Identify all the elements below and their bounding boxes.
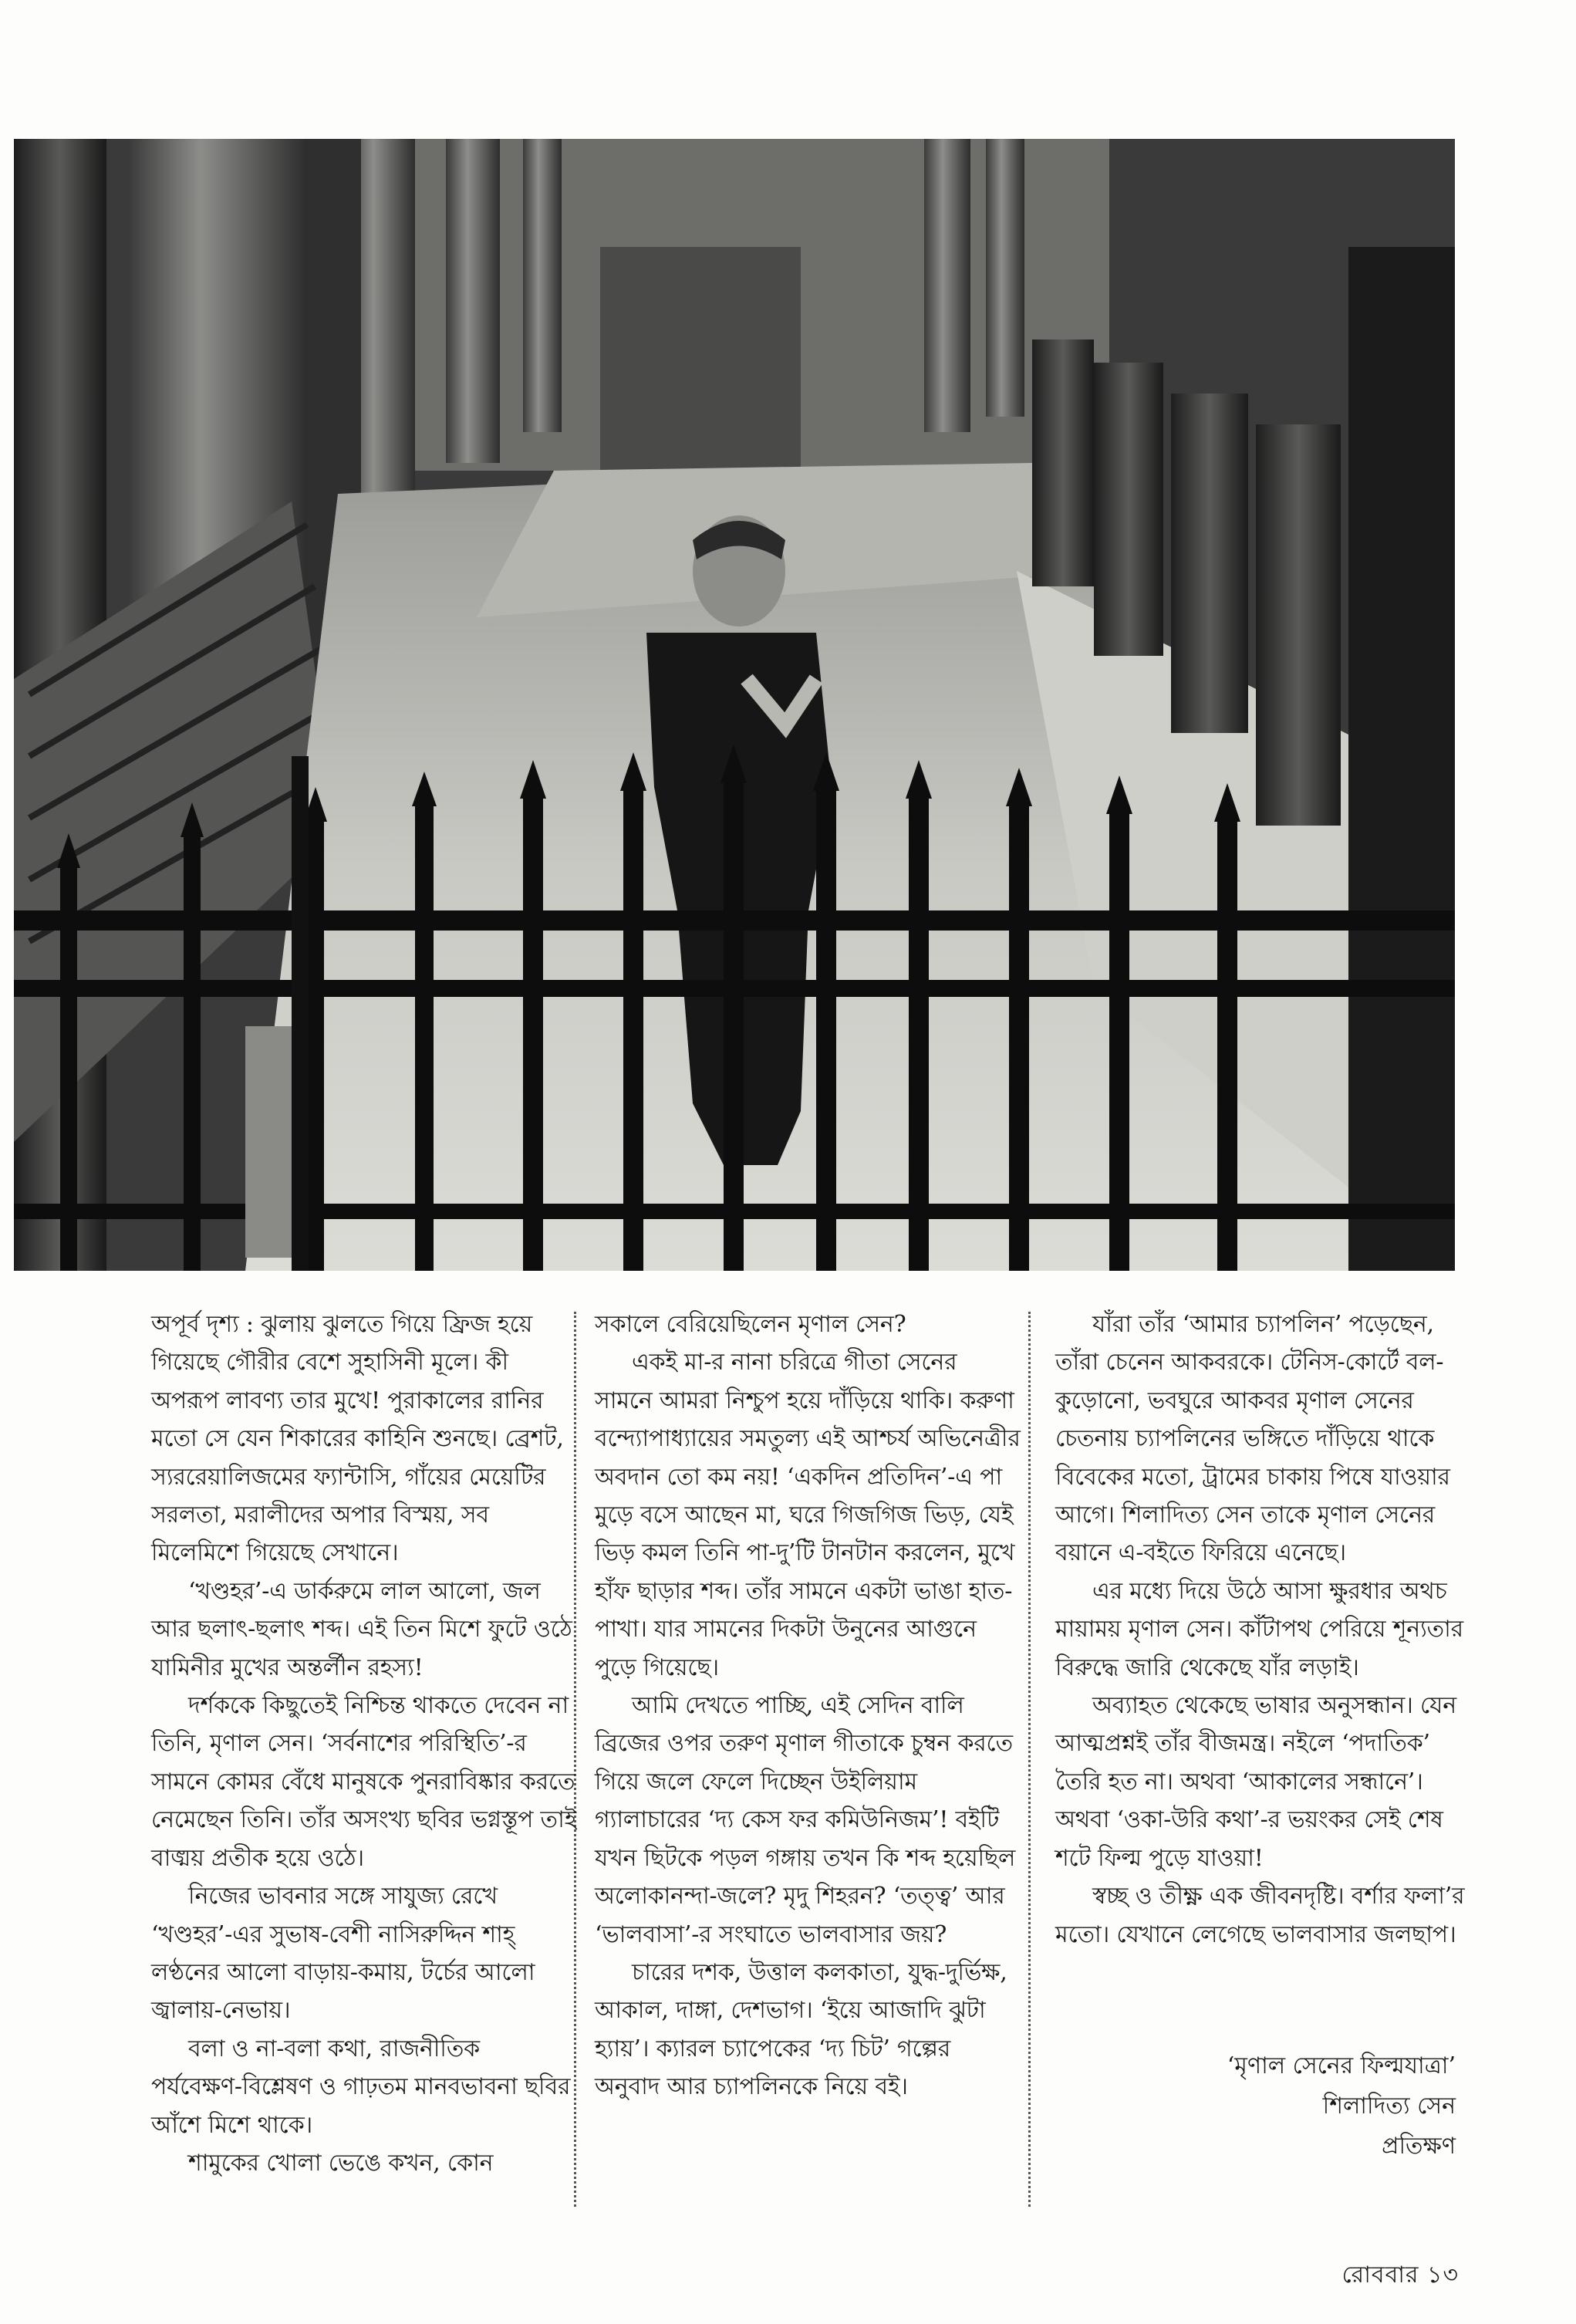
paragraph: অপূর্ব দৃশ্য : ঝুলায় ঝুলতে গিয়ে ফ্রিজ হয়ে গিয়েছে গৌরীর বেশে সুহাসিনী মূলে। কী অপরূপ লাবণ্য তার মুখে! পুরাকালের রানির মতো সে যেন শিকারের কাহিনি শুনছে। ব্রেশট, স্যররেয়ালিজমের ফ্যান্টাসি, গাঁয়ের মেয়েটির সরলতা, মরালীদের অপার বিস্ময়, সব মিলেমিশে গিয়েছে সেখানে। [151, 1311, 564, 1567]
photograph-man-behind-iron-gate-icon [14, 139, 1455, 1271]
book-credit [1227, 2046, 1456, 2167]
article-column-2 [595, 1306, 1021, 2106]
paragraph: চারের দশক, উত্তাল কলকাতা, যুদ্ধ-দুর্ভিক্ষ, আকাল, দাঙ্গা, দেশভাগ। ‘ইয়ে আজাদি ঝুটা হ্যায়’। ক্যারল চ্যাপেকের ‘দ্য চিট’ গল্পের অনুবাদ আর চ্যাপলিনকে নিয়ে বই। [595, 1958, 1007, 2101]
paragraph: শামুকের খোলা ভেঙে কখন, কোন [188, 2149, 494, 2177]
paragraph: ‘খণ্ডহর’-এ ডার্করুমে লাল আলো, জল আর ছলাৎ-ছলাৎ শব্দ। এই তিন মিশে ফুটে ওঠে যামিনীর মুখের অন্তর্লীন রহস্য! [151, 1577, 572, 1681]
paragraph: দর্শককে কিছুতেই নিশ্চিন্ত থাকতে দেবেন না তিনি, মৃণাল সেন। ‘সর্বনাশের পরিস্থিতি’-র সামনে কোমর বেঁধে মানুষকে পুনরাবিষ্কার করতে নেমেছেন তিনি। তাঁর অসংখ্য ছবির ভগ্নস্তূপ তাই বাঙ্ময় প্রতীক হয়ে ওঠে। [151, 1692, 576, 1872]
paragraph: অব্যাহত থেকেছে ভাষার অনুসন্ধান। যেন আত্মপ্রশ্নই তাঁর বীজমন্ত্র। নইলে ‘পদাতিক’ তৈরি হত না। অথবা ‘আকালের সন্ধানে’। অথবা ‘ওকা-উরি কথা’-র ভয়ংকর সেই শেষ শটে ফিল্ম পুড়ে যাওয়া! [1055, 1692, 1456, 1872]
column-divider [1028, 1312, 1031, 2207]
paragraph: স্বচ্ছ ও তীক্ষ্ণ এক জীবনদৃষ্টি। বর্শার ফলা’র মতো। যেখানে লেগেছে ভালবাসার জলছাপ। [1055, 1883, 1465, 1948]
article-photograph [14, 139, 1455, 1271]
book-title: ‘মৃণাল সেনের ফিল্মযাত্রা’ [1227, 2052, 1456, 2079]
paragraph: সকালে বেরিয়েছিলেন মৃণাল সেন? [595, 1311, 906, 1338]
paragraph: যাঁরা তাঁর ‘আমার চ্যাপলিন’ পড়েছেন, তাঁরা চেনেন আকবরকে। টেনিস-কোর্টে বল-কুড়োনো, ভবঘুরে আকবর মৃণাল সেনের চেতনায় চ্যাপলিনের ভঙ্গিতে দাঁড়িয়ে থাকে বিবেকের মতো, ট্রামের চাকায় পিষে যাওয়ার আগে। শিলাদিত্য সেন তাকে মৃণাল সেনের বয়ানে এ-বইতে ফিরিয়ে এনেছে। [1055, 1311, 1450, 1567]
book-publisher: প্রতিক্ষণ [1382, 2133, 1456, 2160]
book-author: শিলাদিত্য সেন [1322, 2093, 1456, 2120]
paragraph: আমি দেখতে পাচ্ছি, এই সেদিন বালি ব্রিজের ওপর তরুণ মৃণাল গীতাকে চুম্বন করতে গিয়ে জলে ফেলে দিচ্ছেন উইলিয়াম গ্যালাচারের ‘দ্য কেস ফর কমিউনিজম’! বইটি যখন ছিটকে পড়ল গঙ্গায় তখন কি শব্দ হয়েছিল অলোকানন্দা-জলে? মৃদু শিহরন? ‘তত্ত্ব’ আর ‘ভালবাসা’-র সংঘাতে ভালবাসার জয়? [595, 1692, 1016, 1948]
paragraph: এর মধ্যে দিয়ে উঠে আসা ক্ষুরধার অথচ মায়াময় মৃণাল সেন। কাঁটাপথ পেরিয়ে শূন্যতার বিরুদ্ধে জারি থেকেছে যাঁর লড়াই। [1055, 1577, 1463, 1681]
paragraph: একই মা-র নানা চরিত্রে গীতা সেনের সামনে আমরা নিশ্চুপ হয়ে দাঁড়িয়ে থাকি। করুণা বন্দ্যোপাধ্যায়ের সমতুল্য এই আশ্চর্য অভিনেত্রীর অবদান তো কম নয়! ‘একদিন প্রতিদিন’-এ পা মুড়ে বসে আছেন মা, ঘরে গিজগিজ ভিড়, যেই ভিড় কমল তিনি পা-দু’টি টানটান করলেন, মুখে হাঁফ ছাড়ার শব্দ। তাঁর সামনে একটা ভাঙা হাত-পাখা। যার সামনের দিকটা উনুনের আগুনে পুড়ে গিয়েছে। [595, 1349, 1021, 1681]
article-column-3 [1055, 1306, 1481, 1954]
paragraph: বলা ও না-বলা কথা, রাজনীতিক পর্যবেক্ষণ-বিশ্লেষণ ও গাঢ়তম মানবভাবনা ছবির আঁশে মিশে থাকে। [151, 2035, 571, 2139]
article-column-1 [151, 1306, 577, 2182]
paragraph: নিজের ভাবনার সঙ্গে সাযুজ্য রেখে ‘খণ্ডহর’-এর সুভাষ-বেশী নাসিরুদ্দিন শাহ্ লণ্ঠনের আলো বাড়ায়-কমায়, টর্চের আলো জ্বালায়-নেভায়। [151, 1883, 535, 2025]
page-folio: রোববার ১৩ [1341, 2262, 1459, 2289]
